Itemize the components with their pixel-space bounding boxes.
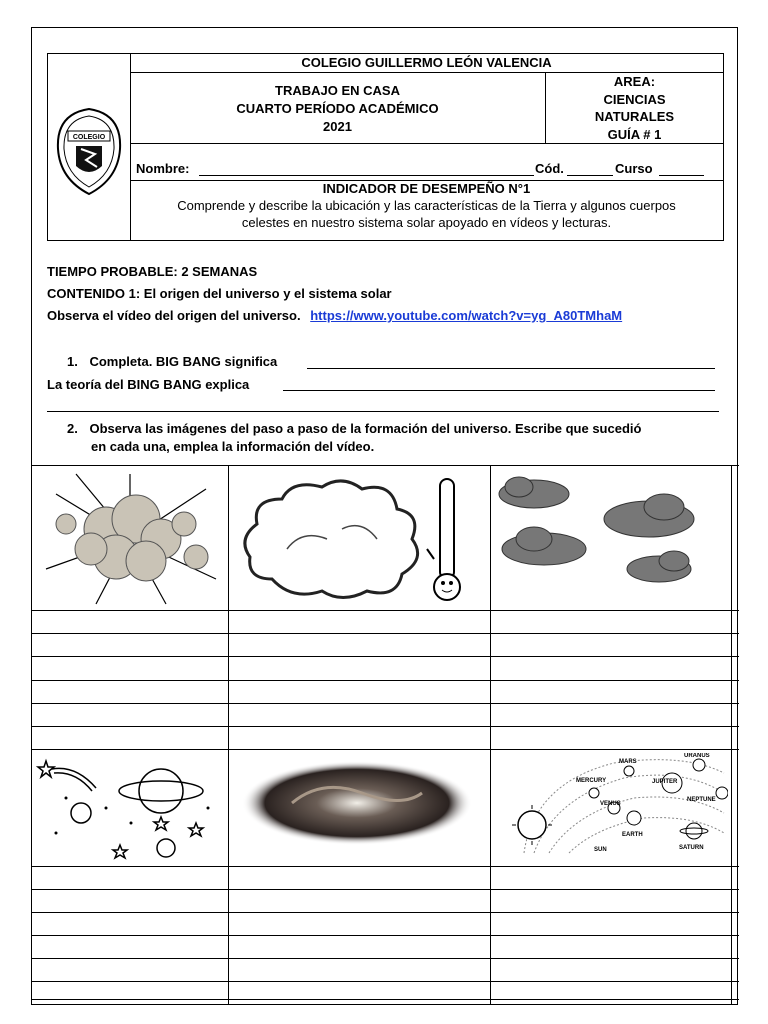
row-line: [32, 633, 739, 634]
grid-col-1: [228, 465, 229, 1005]
label-mars: MARS: [619, 759, 637, 765]
label-venus: VENUS: [600, 801, 621, 807]
nombre-field[interactable]: [199, 175, 534, 176]
area-line-3: NATURALES: [594, 109, 675, 124]
q1-text: Completa. BIG BANG significa: [89, 354, 278, 369]
observa-text: [47, 308, 622, 323]
area-label: AREA:: [613, 74, 656, 89]
indicator-line-2: celestes en nuestro sistema solar apoyado en vídeos y lecturas.: [241, 215, 612, 230]
stars-planets-image: [36, 753, 224, 863]
label-neptune: NEPTUNE: [687, 797, 716, 803]
row-line: [32, 889, 739, 890]
area-block: [546, 73, 723, 143]
header-table: [47, 53, 724, 241]
school-name: COLEGIO GUILLERMO LEÓN VALENCIA: [301, 55, 552, 70]
gas-clouds-image: [494, 469, 728, 607]
q1c-answer-line[interactable]: [47, 411, 719, 412]
cod-field[interactable]: [567, 175, 613, 176]
row-line: [32, 680, 739, 681]
title-block: [130, 82, 545, 136]
worksheet-page: [31, 27, 738, 1005]
solar-system-image: [494, 753, 728, 863]
label-sun: SUN: [594, 847, 607, 853]
label-earth: EARTH: [622, 832, 643, 838]
area-line-2: CIENCIAS: [603, 91, 666, 107]
indicator-title: INDICADOR DE DESEMPEÑO N°1: [322, 181, 531, 196]
explosion-image: [36, 469, 224, 607]
row-line: [32, 749, 739, 750]
tiempo-probable: TIEMPO PROBABLE: 2 SEMANAS: [47, 264, 258, 279]
svg-text:COLEGIO: COLEGIO: [72, 134, 106, 141]
title-line-2: CUARTO PERÍODO ACADÉMICO: [236, 101, 439, 116]
question-2: [67, 420, 641, 456]
q1-answer-line[interactable]: [307, 368, 715, 369]
row-line: [32, 703, 739, 704]
indicator-line-1: Comprende y describe la ubicación y las características de la Tierra y algunos cuerpos: [177, 198, 676, 213]
row-line: [32, 866, 739, 867]
q1b-answer-line[interactable]: [283, 390, 715, 391]
label-mercury: MERCURY: [576, 778, 607, 784]
row-line: [32, 999, 739, 1000]
indicator-block: [130, 180, 723, 231]
grid-col-3: [731, 465, 732, 1005]
row-line: [32, 958, 739, 959]
row-line: [32, 935, 739, 936]
curso-field[interactable]: [659, 175, 704, 176]
grid-top: [32, 465, 739, 466]
q1b-text: La teoría del BING BANG explica: [47, 377, 250, 392]
q2-line-1: Observa las imágenes del paso a paso de la formación del universo. Escribe que sucedió: [89, 421, 642, 436]
cloud-thermometer-image: [232, 469, 486, 607]
label-uranus: URANUS: [684, 753, 710, 759]
row-line: [32, 610, 739, 611]
q2-line-2: en cada una, emplea la información del vídeo.: [91, 439, 375, 454]
q2-number: 2.: [67, 421, 78, 436]
galaxy-image: [232, 753, 486, 863]
title-line-1: TRABAJO EN CASA: [275, 83, 400, 98]
row-line: [32, 726, 739, 727]
label-jupiter: JUPITER: [652, 779, 678, 785]
curso-label: Curso: [615, 161, 653, 176]
guide-number: GUÍA # 1: [607, 126, 662, 142]
observa-label: Observa el vídeo del origen del universo.: [47, 308, 301, 323]
label-saturn: SATURN: [679, 845, 704, 851]
nombre-label: Nombre:: [136, 161, 190, 176]
row-line: [32, 656, 739, 657]
cod-label: Cód.: [535, 161, 564, 176]
row-line: [32, 912, 739, 913]
question-1: [67, 354, 277, 369]
q1-number: 1.: [67, 354, 78, 369]
school-logo: [48, 54, 131, 240]
video-link[interactable]: https://www.youtube.com/watch?v=yg_A80TMhaM: [310, 308, 623, 323]
title-line-3: 2021: [323, 119, 352, 134]
contenido-title: CONTENIDO 1: El origen del universo y el sistema solar: [47, 286, 392, 301]
grid-col-2: [490, 465, 491, 1005]
row-line: [32, 981, 739, 982]
